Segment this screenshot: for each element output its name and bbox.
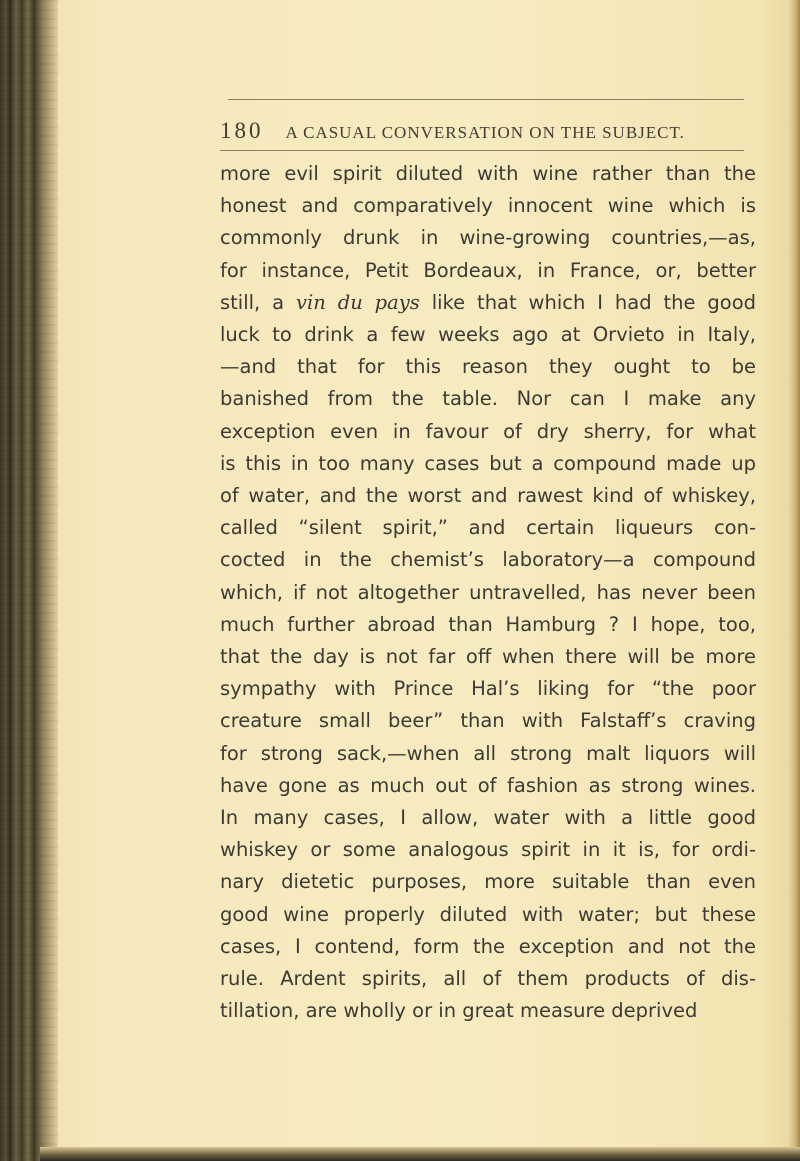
header-rule-bottom (220, 150, 744, 151)
text-line: rule. Ardent spirits, all of them products of dis- (220, 967, 756, 991)
italic-phrase: vin du pays (296, 290, 420, 314)
text-fragment: like that which I had the good (419, 290, 757, 314)
text-line: commonly drunk in wine-growing countries,—as, (220, 226, 756, 250)
text-line: for instance, Petit Bordeaux, in France, or, better (220, 258, 756, 282)
text-line: is this in too many cases but a compound made up (220, 451, 756, 475)
text-line: whiskey or some analogous spirit in it is, for ordi- (220, 838, 756, 862)
text-line: banished from the table. Nor can I make any (220, 387, 756, 411)
page-edge-bottom (40, 1147, 800, 1161)
text-line: sympathy with Prince Hal’s liking for “the poor (220, 677, 756, 701)
text-line: cocted in the chemist’s laboratory—a compound (220, 548, 756, 572)
text-line: nary dietetic purposes, more suitable than even (220, 870, 756, 894)
text-line (220, 287, 756, 319)
text-line: creature small beer” than with Falstaff’s craving (220, 709, 756, 733)
text-line: called “silent spirit,” and certain liqueurs con- (220, 516, 756, 540)
book-gutter (0, 0, 58, 1161)
text-line: luck to drink a few weeks ago at Orvieto in Italy, (220, 323, 756, 347)
text-line: which, if not altogether untravelled, has never been (220, 580, 756, 604)
body-text (220, 158, 756, 1027)
page-number: 180 (220, 118, 264, 143)
text-line: good wine properly diluted with water; but these (220, 902, 756, 926)
running-header (220, 118, 760, 144)
text-line: of water, and the worst and rawest kind of whiskey, (220, 484, 756, 508)
text-line: much further abroad than Hamburg ? I hope, too, (220, 612, 756, 636)
running-title: A CASUAL CONVERSATION ON THE SUBJECT. (285, 123, 685, 142)
text-line: tillation, are wholly or in great measure deprived (220, 999, 698, 1023)
text-line: honest and comparatively innocent wine which is (220, 194, 756, 218)
text-line: for strong sack,—when all strong malt liquors will (220, 741, 756, 765)
text-line: cases, I contend, form the exception and not the (220, 934, 756, 958)
text-line: In many cases, I allow, water with a little good (220, 806, 756, 830)
text-line: have gone as much out of fashion as strong wines. (220, 773, 756, 797)
text-line: that the day is not far off when there will be more (220, 645, 756, 669)
text-fragment: still, a (220, 290, 297, 314)
text-line: more evil spirit diluted with wine rather than the (220, 162, 756, 185)
header-rule-top (228, 99, 744, 100)
page-edge-right (786, 0, 800, 1161)
text-line: exception even in favour of dry sherry, for what (220, 419, 756, 443)
text-line: —and that for this reason they ought to be (220, 355, 756, 379)
